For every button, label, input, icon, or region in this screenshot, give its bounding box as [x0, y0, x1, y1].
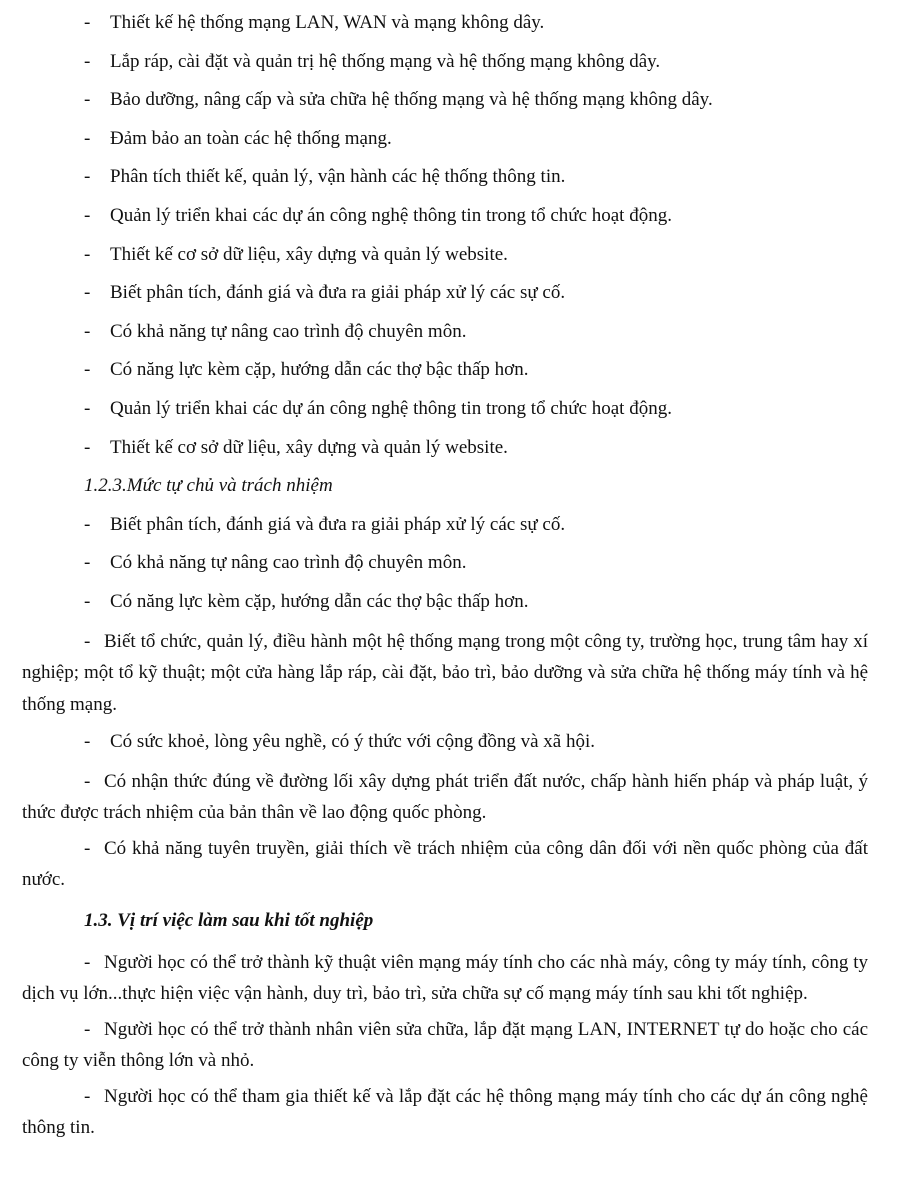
bullet-dash: - [84, 243, 91, 265]
bullet-dash: - [84, 951, 91, 973]
paragraph [22, 766, 868, 829]
bullet-dash: - [84, 359, 91, 381]
list-item-text: Có khả năng tự nâng cao trình độ chuyên môn. [110, 552, 467, 574]
paragraph-text: Có khả năng tuyên truyền, giải thích về trách nhiệm của công dân đối với nền quốc phòng của đất nước. [22, 837, 868, 891]
bullet-dash: - [84, 1085, 91, 1107]
list-item [22, 351, 868, 390]
bullet-dash: - [84, 397, 91, 419]
list-item [22, 81, 868, 120]
list-item [22, 43, 868, 82]
list-item-text: Bảo dưỡng, nâng cấp và sửa chữa hệ thống mạng và hệ thống mạng không dây. [110, 89, 713, 111]
list-item-text: Có sức khoẻ, lòng yêu nghề, có ý thức với cộng đồng và xã hội. [110, 731, 595, 752]
list-item [22, 4, 868, 43]
list-item-text: Có năng lực kèm cặp, hướng dẫn các thợ bậc thấp hơn. [110, 590, 529, 612]
list-item [22, 429, 868, 468]
list-item-text: Thiết kế cơ sở dữ liệu, xây dựng và quản lý website. [110, 243, 508, 265]
list-item-text: Lắp ráp, cài đặt và quản trị hệ thống mạng và hệ thống mạng không dây. [110, 50, 661, 72]
paragraph-text: Người học có thể tham gia thiết kế và lắp đặt các hệ thông mạng máy tính cho các dự án công nghệ thông tin. [22, 1085, 868, 1139]
list-item [22, 390, 868, 429]
bullet-dash: - [84, 630, 91, 652]
bullet-dash: - [84, 282, 91, 304]
list-item [22, 120, 868, 159]
paragraph [22, 1081, 868, 1144]
list-item-text: Biết phân tích, đánh giá và đưa ra giải pháp xử lý các sự cố. [110, 513, 566, 535]
list-item [22, 236, 868, 275]
list-item-text: Phân tích thiết kế, quản lý, vận hành các hệ thống thông tin. [110, 166, 566, 188]
list-item [22, 158, 868, 197]
paragraph [22, 626, 868, 721]
bullet-dash: - [84, 590, 91, 612]
paragraph-text: Người học có thể trở thành nhân viên sửa chữa, lắp đặt mạng LAN, INTERNET tự do hoặc cho các công ty viễn thông lớn và nhỏ. [22, 1018, 868, 1072]
subsection-heading: 1.2.3.Mức tự chủ và trách nhiệm [84, 475, 333, 497]
list-item [22, 583, 868, 622]
list-item-text: Có khả năng tự nâng cao trình độ chuyên môn. [110, 320, 467, 342]
bullet-dash: - [84, 204, 91, 226]
list-item [22, 723, 868, 762]
bullet-dash: - [84, 12, 91, 33]
bullet-dash: - [84, 320, 91, 342]
paragraph-text: Có nhận thức đúng về đường lối xây dựng phát triển đất nước, chấp hành hiến pháp và pháp luật, ý thức được trách nhiệm của bản thân về lao động quốc phòng. [22, 770, 868, 824]
list-item-text: Quản lý triển khai các dự án công nghệ thông tin trong tổ chức hoạt động. [110, 204, 672, 226]
list-item-text: Quản lý triển khai các dự án công nghệ thông tin trong tổ chức hoạt động. [110, 397, 672, 419]
bullet-dash: - [84, 552, 91, 574]
bullet-dash: - [84, 770, 91, 792]
paragraph [22, 1014, 868, 1077]
list-item [22, 544, 868, 583]
paragraph-text: Người học có thể trở thành kỹ thuật viên mạng máy tính cho các nhà máy, công ty máy tính, công ty dịch vụ lớn...thực hiện việc vận hành, duy trì, bảo trì, sửa chữa sự cố mạng máy tính sau khi tốt nghiệp. [22, 951, 868, 1005]
bullet-dash: - [84, 1018, 91, 1040]
section-heading: 1.3. Vị trí việc làm sau khi tốt nghiệp [84, 909, 374, 931]
bullet-dash: - [84, 89, 91, 111]
list-item-text: Thiết kế cơ sở dữ liệu, xây dựng và quản lý website. [110, 436, 508, 458]
list-item-text: Có năng lực kèm cặp, hướng dẫn các thợ bậc thấp hơn. [110, 359, 529, 381]
bullet-dash: - [84, 513, 91, 535]
list-item [22, 197, 868, 236]
bullet-dash: - [84, 127, 91, 149]
list-item-text: Đảm bảo an toàn các hệ thống mạng. [110, 127, 392, 149]
paragraph [22, 833, 868, 896]
bullet-dash: - [84, 50, 91, 72]
list-item-text: Biết phân tích, đánh giá và đưa ra giải pháp xử lý các sự cố. [110, 282, 566, 304]
bullet-dash: - [84, 837, 91, 859]
list-item [22, 506, 868, 545]
bullet-dash: - [84, 166, 91, 188]
list-item [22, 313, 868, 352]
bullet-dash: - [84, 731, 91, 752]
paragraph [22, 947, 868, 1010]
list-item [22, 274, 868, 313]
list-item-text: Thiết kế hệ thống mạng LAN, WAN và mạng không dây. [110, 12, 545, 33]
bullet-dash: - [84, 436, 91, 458]
paragraph-text: Biết tổ chức, quản lý, điều hành một hệ thống mạng trong một công ty, trường học, trung tâm hay xí nghiệp; một tổ kỹ thuật; một cửa hàng lắp ráp, cài đặt, bảo trì, bảo dưỡng và sửa chữa hệ thống máy tính và hệ thống mạng. [22, 630, 868, 715]
